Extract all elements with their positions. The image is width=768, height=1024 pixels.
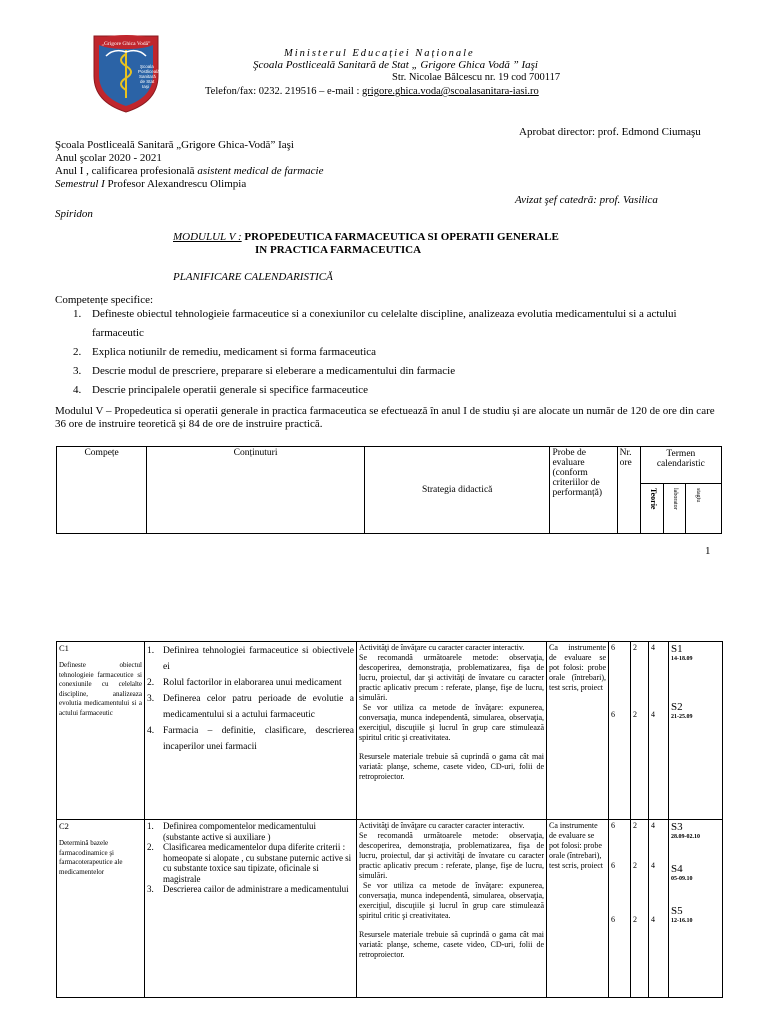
week-cell [669, 820, 723, 998]
calendar-table-header [56, 446, 722, 534]
laborator-label: laborator [671, 488, 678, 510]
strategy-text: Activităţi de învăţare cu caracter caracter interactiv. [359, 643, 525, 652]
strategy-cell [357, 820, 547, 998]
email-link[interactable]: grigore.ghica.voda@scoalasanitara-iasi.ro [362, 86, 539, 97]
competences-title: Competențe specifice: [55, 294, 154, 306]
competence-code: C2 [59, 821, 69, 831]
logo-arc-text: „Grigore Ghica Vodă” [101, 41, 151, 47]
hours-lab-cell: 4 4 4 [649, 820, 669, 998]
week-label: S1 [671, 643, 683, 655]
strategy-text: Se vor utiliza ca metode de învăţare: expunerea, conversaţia, munca independentă, simularea, observaţia, exerciţiul, discuţiile şi lucrul în grup care stimulează spiritul critic şi creativitatea. [359, 703, 544, 742]
col-competente: Compețe [57, 447, 147, 534]
contents-list [147, 821, 354, 895]
week-dates: 28.09-02.10 [671, 834, 700, 840]
svg-text:de Stat: de Stat [140, 79, 155, 84]
competence-cell [57, 642, 145, 820]
ministry-title: Ministerul Educației Naționale [284, 48, 475, 59]
competence-item: 2. Explica notiunilr de remediu, medicament si forma farmaceutica [73, 346, 377, 358]
strategy-text: Se vor utiliza ca metode de învăţare: expunerea, conversaţia, munca independentă, simularea, observaţia, exerciţiul, discuţiile şi lucrul în grup care stimulează spiritul critic şi creativitatea. [359, 881, 544, 920]
strategy-text: Activităţi de învăţare cu caracter caracter interactiv. [359, 821, 525, 830]
col-nr-ore: Nr. ore [617, 447, 640, 534]
competence-cell [57, 820, 145, 998]
contents-list [147, 643, 354, 755]
qualification-name: asistent medical de farmacie [197, 165, 324, 177]
contents-cell [145, 642, 357, 820]
semester: Semestrul I [55, 178, 105, 190]
termen-label: Termen calendaristic [656, 449, 705, 469]
col-probe: Probe de evaluare (conform criteriilor de performanță) [550, 447, 617, 534]
col-termen [640, 447, 721, 534]
competences-list [55, 305, 723, 400]
stagiu-label: stagiu [694, 488, 701, 503]
page-number: 1 [705, 545, 711, 557]
semester-teacher [55, 178, 324, 191]
col-continuturi: Conținuturi [147, 447, 365, 534]
table-row [57, 642, 723, 820]
module-title-line2: IN PRACTICA FARMACEUTICA [255, 244, 422, 256]
week-dates: 21-25.09 [671, 714, 693, 720]
svg-text:Iaşi: Iaşi [142, 84, 150, 89]
week-dates: 05-09.10 [671, 876, 693, 882]
avizat-by: Avizat şef catedră: prof. Vasilica [515, 194, 658, 206]
list-item: 3. Descrierea cailor de administrare a medicamentului [147, 884, 349, 894]
module-label: MODULUL V : [173, 231, 242, 243]
hours-lab-cell: 4 4 [649, 642, 669, 820]
school-header: Şcoala Postliceală Sanitară de Stat „ Grigore Ghica Vodă ” Iaşi [253, 59, 538, 71]
school-year: Anul şcolar 2020 - 2021 [55, 152, 162, 164]
school-address: Str. Nicolae Bălcescu nr. 19 cod 700117 [392, 72, 561, 83]
qualification [55, 165, 324, 178]
competence-desc: Defineste obiectul tehnologieie farmaceutice si conexiunile cu celelalte discipline, analizeaza evolutia medicamentului si a actului farmaceutic [59, 661, 142, 717]
list-item: 2. Clasificarea medicamentelor dupa diferite criterii : homeopate si alopate , cu substane puternic active si cu substante toxice sau tipizate, oficinale si magistrale [147, 842, 352, 884]
module-title [173, 231, 559, 257]
phone-text: Telefon/fax: 0232. 219516 – e-mail : [205, 86, 363, 97]
week-dates: 14-18.09 [671, 656, 693, 662]
week-label: S2 [671, 701, 683, 713]
week-cell [669, 642, 723, 820]
competence-item: 1. Defineste obiectul tehnologieie farmaceutice si a conexiunilor cu celelalte discipline, analizeaza evolutia medicamentului si a actului farmaceutic [73, 308, 677, 339]
planning-title: PLANIFICARE CALENDARISTICĂ [173, 271, 333, 283]
hours-theory-cell: 2 2 2 [631, 820, 649, 998]
svg-text:Postliceală: Postliceală [138, 69, 160, 74]
module-title-line1: PROPEDEUTICA FARMACEUTICA SI OPERATII GENERALE [241, 231, 559, 243]
hours-theory-cell: 2 2 [631, 642, 649, 820]
evaluation-cell: Ca instrumente de evaluare se pot folosi: probe orale (întrebari), test scris, proiect [547, 820, 609, 998]
col-strategia: Strategia didactică [364, 447, 550, 534]
list-item: 1. Definirea compomentelor medicamentului (substante active si auxiliare ) [147, 821, 316, 842]
contents-cell [145, 820, 357, 998]
avizat-name-continued: Spiridon [55, 208, 93, 220]
competence-code: C1 [59, 643, 69, 653]
competence-item: 4. Descrie principalele operatii generale si specifice farmaceutice [73, 384, 369, 396]
svg-text:Şcoala: Şcoala [140, 64, 154, 69]
competence-desc: Determină bazele farmacodinamice şi farmacoterapeutice ale medicamentelor [59, 839, 123, 876]
approved-by: Aprobat director: prof. Edmond Ciumaşu [519, 126, 701, 138]
week-label: S5 [671, 905, 683, 917]
strategy-text: Resursele materiale trebuie să cuprindă o gama cât mai variată: planşe, scheme, casete video, CD-uri, folii de retroproiector. [359, 752, 544, 781]
svg-text:Sanitară: Sanitară [139, 74, 156, 79]
contact-line [205, 86, 539, 97]
week-dates: 12-16.10 [671, 918, 693, 924]
evaluation-cell: Ca instrumente de evaluare se pot folosi: probe orale (întrebari), test scris, proiect [547, 642, 609, 820]
list-item: 4. Farmacia – definitie, clasificare, descrierea incaperilor unei farmacii [147, 726, 354, 752]
school-logo [86, 30, 166, 114]
list-item: 3. Definerea celor patru perioade de evolutie a medicamentului si a actului farmaceutic [147, 694, 354, 720]
module-paragraph: Modulul V – Propedeutica si operatii generale in practica farmaceutica se efectuează în anul I de studiu și are alocate un număr de 120 de ore din care 36 ore de instruire teoretică și 84 de ore de instruire practică. [55, 405, 715, 430]
competence-item: 3. Descrie modul de prescriere, preparare si eleberare a medicamentului din farmacie [73, 365, 456, 377]
termen-subcols [641, 483, 721, 533]
strategy-text: Se recomandă următoarele metode: observaţia, descoperirea, demonstraţia, problematizarea, fişa de lucru, proiectul, dar şi activităţi de învatare cu caracter practic aplicativ precum : referate, planşe, fişe de lucru, simulări. [359, 653, 544, 702]
list-item: 1. Definirea tehnologiei farmaceutice si obiectivele ei [147, 646, 354, 672]
strategy-cell [357, 642, 547, 820]
strategy-text: Resursele materiale trebuie să cuprindă o gama cât mai variată: planşe, scheme, casete video, CD-uri, folii de retroproiector. [359, 930, 544, 959]
document-meta [55, 139, 324, 191]
qualification-prefix: Anul I , calificarea profesională [55, 165, 198, 177]
strategy-text: Se recomandă următoarele metode: observaţia, descoperirea, demonstraţia, problematizarea, fişa de lucru, proiectul, dar şi activităţi de învatare cu caracter practic aplicativ precum : referate, planşe, fişe de lucru, simulări. [359, 831, 544, 880]
teorie-label: Teorie [648, 488, 658, 510]
table-row [57, 820, 723, 998]
week-label: S3 [671, 821, 683, 833]
school-name: Şcoala Postliceală Sanitară „Grigore Ghica-Vodă” Iaşi [55, 139, 294, 151]
calendar-table [56, 641, 723, 998]
hours-total-cell: 6 6 6 [609, 820, 631, 998]
week-label: S4 [671, 863, 683, 875]
list-item: 2. Rolul factorilor in elaborarea unui medicament [147, 678, 342, 688]
teacher: Profesor Alexandrescu Olimpia [104, 178, 247, 190]
hours-total-cell: 6 6 [609, 642, 631, 820]
